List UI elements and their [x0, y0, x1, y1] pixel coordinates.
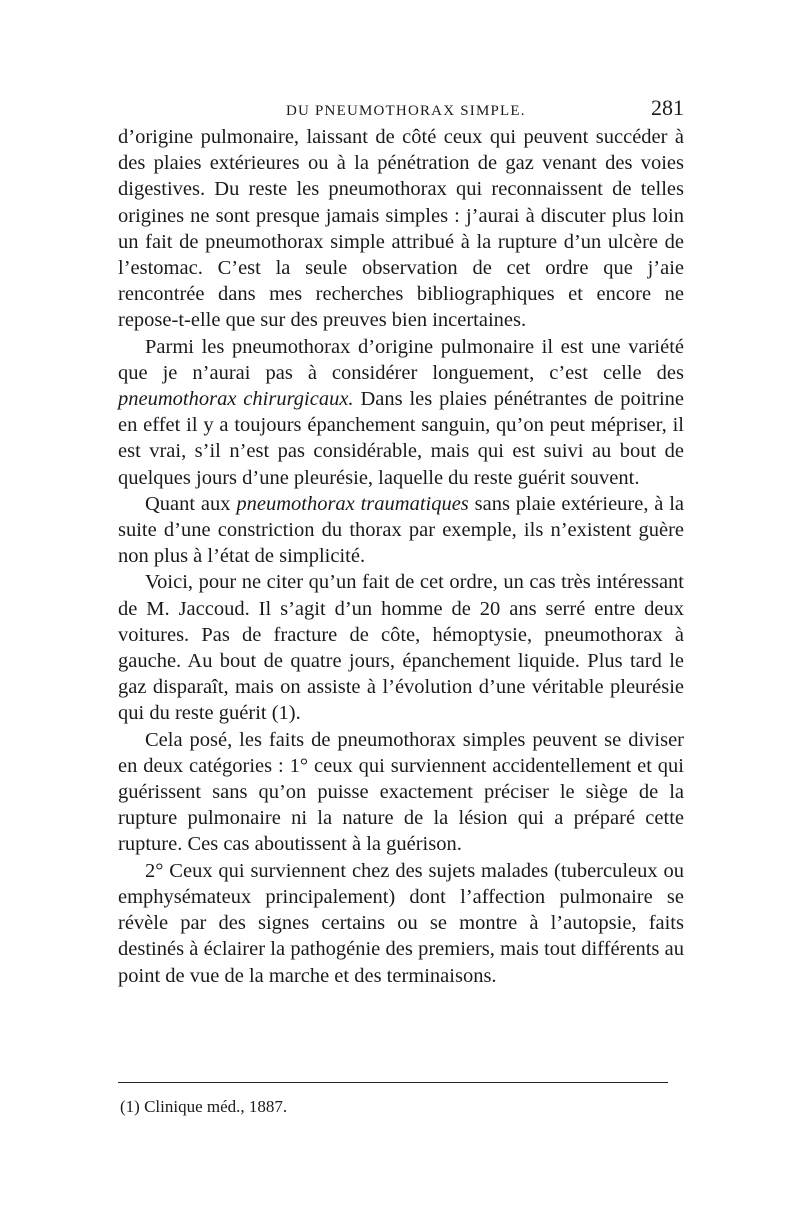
- footnote: (1) Clinique méd., 1887.: [120, 1097, 288, 1116]
- text-run: Parmi les pneumothorax d’origine pulmonaire il est une variété que je n’aurai pas à considérer longuement, c’est celle des: [118, 335, 684, 384]
- paragraph: [118, 124, 684, 334]
- text-run: Voici, pour ne citer qu’un fait de cet ordre, un cas très intéressant de M. Jaccoud. Il s’agit d’un homme de 20 ans serré entre deux voitures. Pas de fracture de côte, hémoptysie, pneumothorax à gauche. Au bout de quatre jours, épanchement liquide. Plus tard le gaz disparaît, mais on assiste à l’évolution d’une véritable pleurésie qui du reste guérit (1).: [118, 571, 684, 725]
- page-number: 281: [651, 95, 684, 120]
- paragraph: [118, 334, 684, 491]
- paragraph: [118, 858, 684, 989]
- italic-term: pneumothorax chirurgicaux.: [118, 388, 354, 411]
- text-run: Dans les plaies pénétrantes de poitrine en effet il y a toujours épanchement sanguin, qu’on peut mépriser, il est vrai, s’il n’est pas considérable, mais qui est suivi au bout de quelques jours d’une pleurésie, laquelle du reste guérit souvent.: [118, 388, 684, 489]
- paragraph: [118, 727, 684, 858]
- text-run: d’origine pulmonaire, laissant de côté ceux qui peuvent succéder à des plaies extérieures ou à la pénétration de gaz venant des voies digestives. Du reste les pneumothorax qui reconnaissent de telles origines ne sont presque jamais simples : j’aurai à discuter plus loin un fait de pneumothorax simple attribué à la rupture d’un ulcère de l’estomac. C’est la seule observation de cet ordre que j’aie rencontrée dans mes recherches bibliographiques et encore ne repose-t-elle que sur des preuves bien incertaines.: [118, 126, 684, 332]
- text-run: 2° Ceux qui surviennent chez des sujets malades (tuberculeux ou emphysémateux principalement) dont l’affection pulmonaire se révèle par des signes certains ou se montre à l’autopsie, faits destinés à éclairer la pathogénie des premiers, mais tout différents au point de vue de la marche et des terminaisons.: [118, 859, 684, 987]
- text-run: sans plaie extérieure, à la suite d’une constriction du thorax par exemple, ils n’existent guère non plus à l’état de simplicité.: [118, 492, 684, 568]
- body-text: [118, 124, 684, 989]
- text-run: Quant aux: [145, 492, 237, 515]
- footnote-rule: [118, 1082, 668, 1083]
- page-header: [118, 95, 684, 125]
- running-title: DU PNEUMOTHORAX SIMPLE.: [286, 103, 526, 119]
- italic-term: pneumothorax traumatiques: [236, 492, 469, 515]
- paragraph: [118, 491, 684, 570]
- paragraph: [118, 569, 684, 726]
- text-run: Cela posé, les faits de pneumothorax simples peuvent se diviser en deux catégories : 1° ceux qui surviennent accidentellement et qui guérissent sans qu’on puisse exactement préciser le siège de la rupture pulmonaire ni la nature de la lésion qui a préparé cette rupture. Ces cas aboutissent à la guérison.: [118, 728, 684, 856]
